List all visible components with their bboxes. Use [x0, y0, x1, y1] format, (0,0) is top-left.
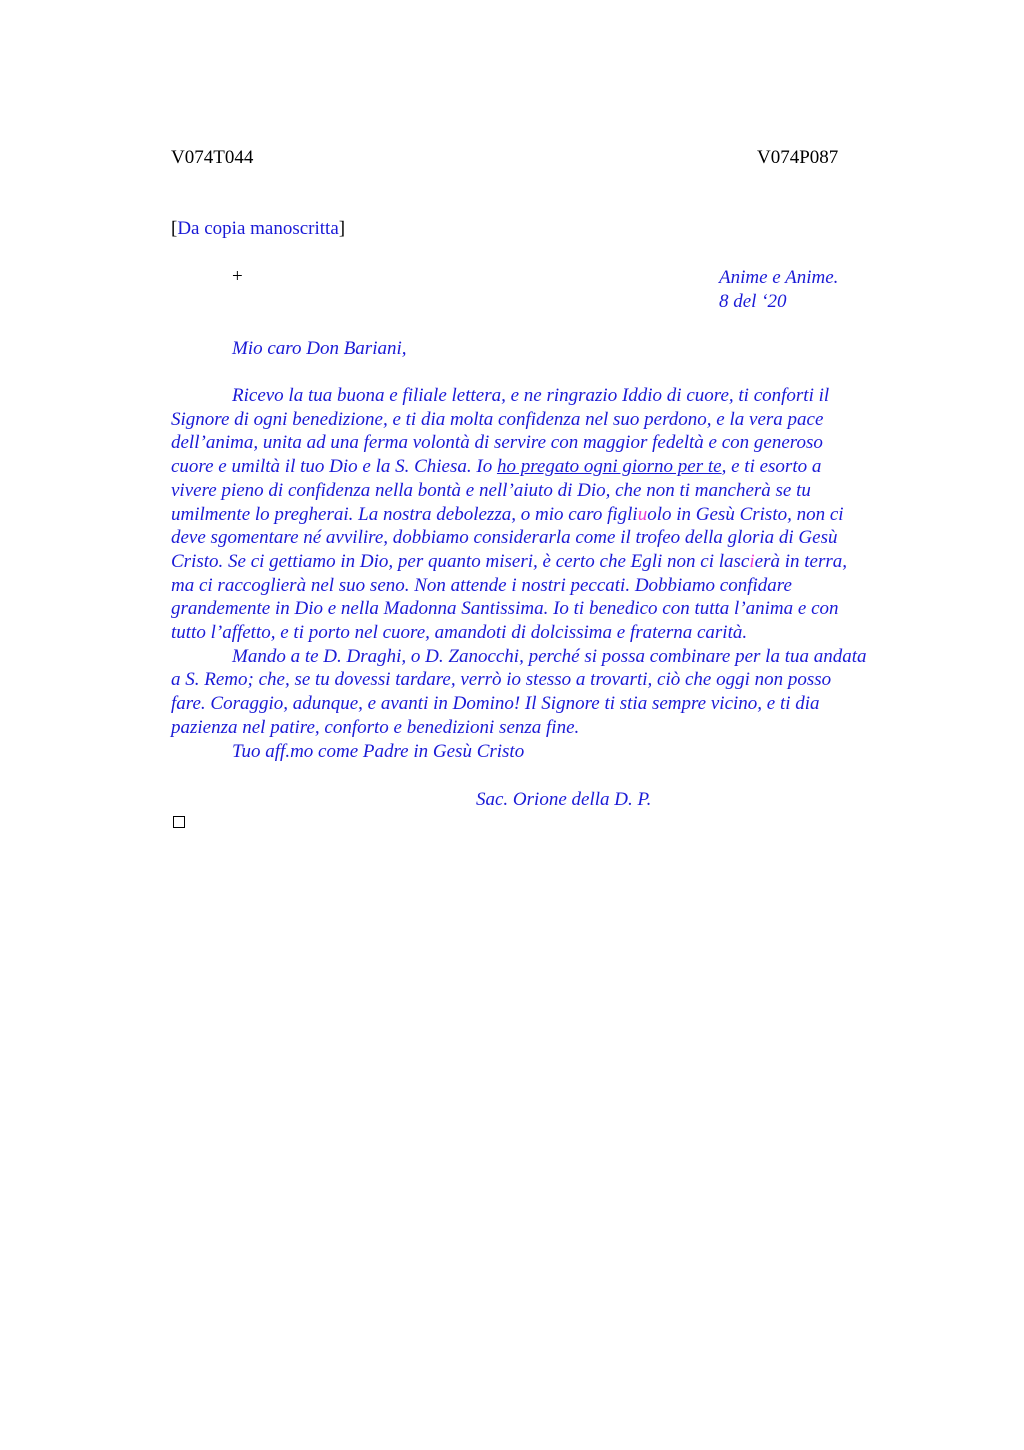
body-line-text: olo in Gesù Cristo, non ci [647, 503, 844, 525]
body-line-text: cuore e umiltà il tuo Dio e la S. Chiesa. Io [171, 456, 497, 478]
letter-signature: Sac. Orione della D. P. [476, 789, 652, 810]
body-line-text: , e ti esorto a [721, 456, 822, 478]
document-code-right: V074P087 [757, 147, 839, 168]
body-line: vivere pieno di confidenza nella bontà e nell’aiuto di Dio, che non ti mancherà se tu [171, 479, 811, 501]
body-line-text: Ricevo la tua buona e filiale lettera, e ne ringrazio Iddio di cuore, ti conforti il [232, 385, 830, 406]
body-line: grandemente in Dio e nella Madonna Santissima. Io ti benedico con tutta l’anima e con [171, 598, 839, 620]
letter-salutation: Mio caro Don Bariani, [232, 338, 407, 359]
body-line: a S. Remo; che, se tu dovessi tardare, verrò io stesso a trovarti, ciò che oggi non posso [171, 669, 832, 691]
body-line: fare. Coraggio, adunque, e avanti in Domino! Il Signore ti stia sempre vicino, e ti dia [171, 693, 820, 715]
letter-place-date [719, 266, 838, 314]
body-line: dell’anima, unita ad una ferma volontà di servire con maggior fedeltà e con generoso [171, 432, 823, 454]
body-line [171, 503, 931, 527]
body-line [171, 645, 931, 669]
body-line [171, 384, 931, 408]
source-open-bracket: [ [171, 218, 178, 239]
letter-date: 8 del ‘20 [719, 291, 787, 312]
body-line-text: Mando a te D. Draghi, o D. Zanocchi, perché si possa combinare per la tua andata [232, 645, 867, 667]
correction-mark: u [637, 503, 648, 525]
correction-mark: i [749, 550, 755, 572]
cross-symbol: + [232, 266, 243, 287]
body-line-text: umilmente lo pregherai. La nostra debolezza, o mio caro figli [171, 503, 638, 525]
letter-closing [171, 740, 931, 764]
document-code-left: V074T044 [171, 147, 254, 168]
body-line: pazienza nel patire, conforto e benedizioni senza fine. [171, 716, 580, 738]
letter-body [171, 384, 931, 763]
letter-place: Anime e Anime. [719, 267, 839, 288]
body-line-text: Cristo. Se ci gettiamo in Dio, per quanto miseri, è certo che Egli non ci lasc [171, 550, 750, 572]
source-note [171, 217, 345, 241]
underlined-phrase: ho pregato ogni giorno per te [496, 456, 722, 478]
body-line [171, 550, 931, 574]
source-close-bracket: ] [338, 218, 346, 239]
closing-text: Tuo aff.mo come Padre in Gesù Cristo [232, 740, 525, 762]
body-line: ma ci raccoglierà nel suo seno. Non attende i nostri peccati. Dobbiamo confidare [171, 574, 792, 596]
source-label: Da copia manoscritta [177, 218, 339, 239]
body-line: tutto l’affetto, e ti porto nel cuore, amandoti di dolcissima e fraterna carità. [171, 622, 748, 644]
body-line: deve sgomentare né avvilire, dobbiamo considerarla come il trofeo della gloria di Gesù [171, 527, 838, 549]
body-line-text: erà in terra, [754, 550, 847, 572]
body-line: Signore di ogni benedizione, e ti dia molta confidenza nel suo perdono, e la vera pace [171, 408, 824, 430]
body-line [171, 455, 931, 479]
end-of-document-square-icon [173, 816, 185, 828]
